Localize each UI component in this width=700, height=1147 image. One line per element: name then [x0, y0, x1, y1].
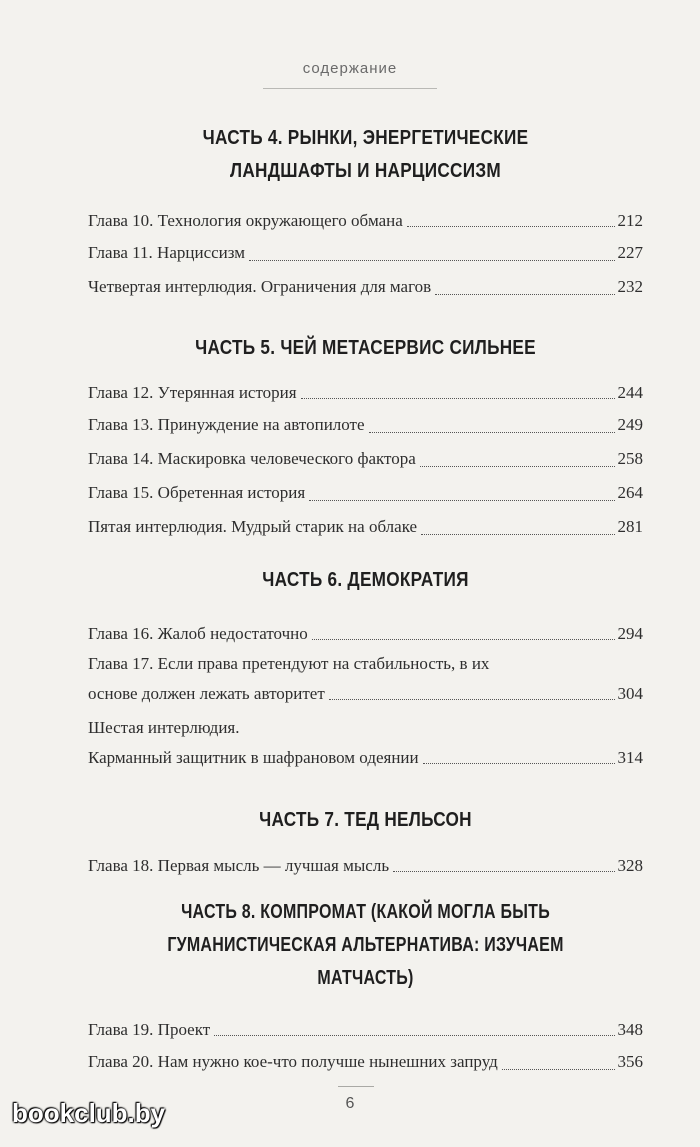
- toc-entry: [88, 206, 643, 236]
- entry-title: основе должен лежать авторитет: [88, 684, 325, 703]
- part-title: [127, 804, 604, 837]
- part-section: [88, 122, 643, 332]
- entry-page: 232: [617, 277, 643, 296]
- toc-entry: [88, 679, 643, 709]
- dot-leader: [393, 871, 614, 872]
- entry-title: Глава 18. Первая мысль — лучшая мысль: [88, 856, 390, 875]
- dot-leader: [214, 1035, 614, 1036]
- entry-page: 249: [617, 415, 643, 434]
- entry-title: Глава 13. Принуждение на автопилоте: [88, 415, 365, 434]
- running-head: содержание: [302, 60, 398, 77]
- entry-page: 264: [617, 483, 643, 502]
- entry-title: Глава 16. Жалоб недостаточно: [88, 624, 308, 643]
- toc-entry: [88, 270, 643, 304]
- page-number: 6: [345, 1095, 355, 1112]
- dot-leader: [420, 466, 615, 467]
- entry-page: 314: [617, 748, 643, 767]
- part-title-line: ЧАСТЬ 7. ТЕД НЕЛЬСОН: [259, 809, 472, 831]
- dot-leader: [421, 534, 614, 535]
- part-title: [127, 564, 604, 597]
- entry-title: Глава 19. Проект: [88, 1020, 211, 1039]
- watermark: bookclub.by: [12, 1098, 166, 1128]
- dot-leader: [502, 1069, 615, 1070]
- entry-page: 258: [617, 449, 643, 468]
- entry-title: Пятая интерлюдия. Мудрый старик на облаке: [88, 517, 418, 536]
- entry-title: Глава 15. Обретенная история: [88, 483, 306, 502]
- toc-entry: [88, 408, 643, 442]
- entry-title: Глава 10. Технология окружающего обмана: [88, 211, 403, 230]
- header-divider: [263, 88, 437, 89]
- toc-entry: [88, 1045, 643, 1079]
- footer-divider: [338, 1086, 374, 1087]
- entry-title: Глава 11. Нарциссизм: [88, 243, 245, 262]
- entry-page: 212: [617, 211, 643, 230]
- part-title-line: ЧАСТЬ 5. ЧЕЙ МЕТАСЕРВИС СИЛЬНЕЕ: [195, 337, 536, 359]
- entry-page: 348: [617, 1020, 643, 1039]
- part-title-line: ГУМАНИСТИЧЕСКАЯ АЛЬТЕРНАТИВА: ИЗУЧАЕМ МАТЧАСТЬ): [167, 934, 564, 989]
- part-section: [88, 332, 643, 564]
- toc-entry: [88, 1015, 643, 1045]
- part-title-line: ЧАСТЬ 4. РЫНКИ, ЭНЕРГЕТИЧЕСКИЕ: [202, 127, 529, 149]
- entry-first-line: Шестая интерлюдия.: [88, 718, 240, 737]
- toc-entry: [88, 619, 643, 649]
- part-title: [127, 332, 604, 365]
- toc-entry: [88, 476, 643, 510]
- dot-leader: [249, 260, 615, 261]
- entry-page: 356: [617, 1052, 643, 1071]
- entry-page: 227: [617, 243, 643, 262]
- part-section: [88, 804, 643, 882]
- entry-title: Глава 12. Утерянная история: [88, 383, 297, 402]
- table-of-contents: [88, 122, 643, 1079]
- entry-page: 328: [617, 856, 643, 875]
- part-section: [88, 896, 643, 1079]
- toc-entry: [88, 851, 643, 881]
- part-title-line: ЧАСТЬ 6. ДЕМОКРАТИЯ: [262, 569, 469, 591]
- toc-entry: [88, 510, 643, 544]
- part-section: [88, 564, 643, 804]
- part-title-line: ЧАСТЬ 8. КОМПРОМАТ (КАКОЙ МОГЛА БЫТЬ: [181, 901, 550, 923]
- entry-page: 244: [617, 383, 643, 402]
- dot-leader: [423, 763, 615, 764]
- part-title-line: ЛАНДШАФТЫ И НАРЦИССИЗМ: [230, 160, 501, 182]
- entry-title: Карманный защитник в шафрановом одеянии: [88, 748, 419, 767]
- entry-page: 281: [617, 517, 643, 536]
- dot-leader: [369, 432, 615, 433]
- toc-entry: [88, 442, 643, 476]
- dot-leader: [407, 226, 615, 227]
- entry-page: 304: [617, 684, 643, 703]
- part-title: [127, 122, 604, 188]
- part-title: [144, 896, 588, 995]
- toc-entry: [88, 743, 643, 773]
- dot-leader: [329, 699, 615, 700]
- dot-leader: [435, 294, 614, 295]
- entry-first-line: Глава 17. Если права претендуют на стабильность, в их: [88, 654, 490, 673]
- entry-title: Четвертая интерлюдия. Ограничения для магов: [88, 277, 432, 296]
- toc-entry: [88, 378, 643, 408]
- dot-leader: [301, 398, 615, 399]
- toc-entry: [88, 236, 643, 270]
- dot-leader: [309, 500, 614, 501]
- dot-leader: [312, 639, 615, 640]
- entry-title: Глава 20. Нам нужно кое-что получше нынешних запруд: [88, 1052, 498, 1071]
- entry-page: 294: [617, 624, 643, 643]
- entry-title: Глава 14. Маскировка человеческого фактора: [88, 449, 416, 468]
